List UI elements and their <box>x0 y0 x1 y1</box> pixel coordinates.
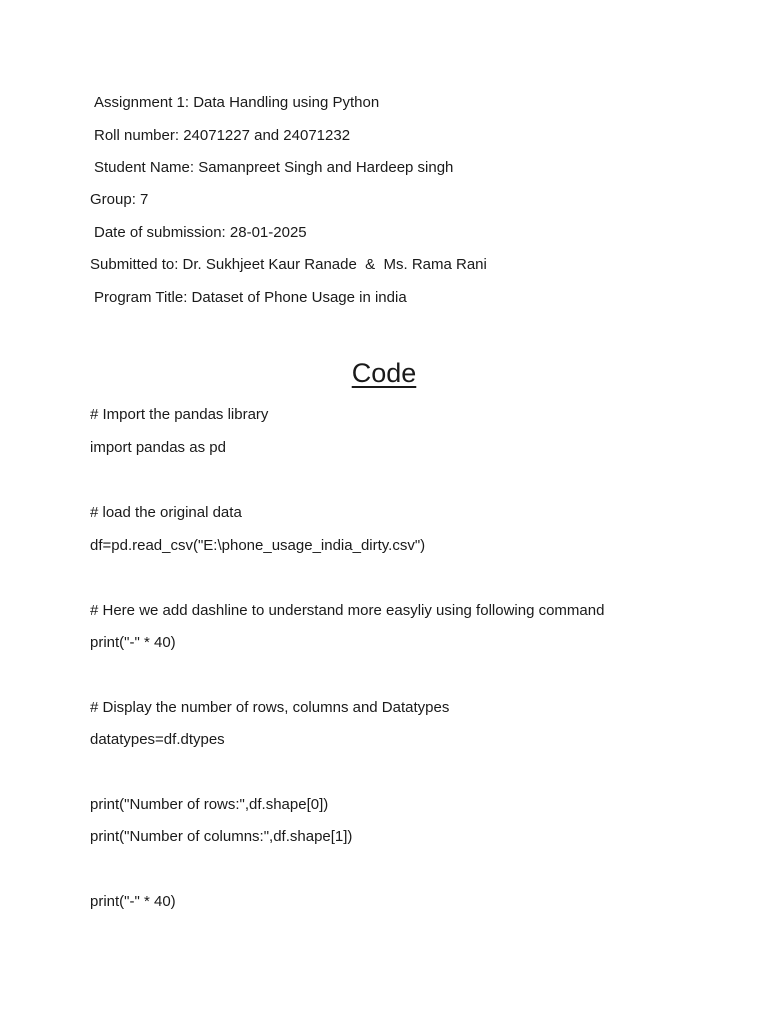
assignment-title: Assignment 1: Data Handling using Python <box>94 94 380 111</box>
code-line: print("Number of columns:",df.shape[1]) <box>90 828 353 845</box>
code-line: import pandas as pd <box>90 439 226 456</box>
code-line: print("-" * 40) <box>90 634 176 651</box>
code-line: # load the original data <box>90 504 242 521</box>
submission-date: Date of submission: 28-01-2025 <box>94 224 307 241</box>
program-title: Program Title: Dataset of Phone Usage in india <box>94 289 407 306</box>
code-line: # Here we add dashline to understand more easyliy using following command <box>90 602 605 619</box>
code-line: df=pd.read_csv("E:\phone_usage_india_dirty.csv") <box>90 537 426 554</box>
code-line: print("Number of rows:",df.shape[0]) <box>90 796 329 813</box>
roll-number: Roll number: 24071227 and 24071232 <box>94 127 351 144</box>
submitted-to: Submitted to: Dr. Sukhjeet Kaur Ranade & Ms. Rama Rani <box>90 256 487 273</box>
section-heading-code: Code <box>351 358 417 388</box>
code-line: # Import the pandas library <box>90 406 269 423</box>
student-name: Student Name: Samanpreet Singh and Hardeep singh <box>94 159 454 176</box>
code-line: # Display the number of rows, columns and Datatypes <box>90 699 450 716</box>
group-number: Group: 7 <box>90 191 149 208</box>
code-line: print("-" * 40) <box>90 893 176 910</box>
code-line: datatypes=df.dtypes <box>90 731 225 748</box>
